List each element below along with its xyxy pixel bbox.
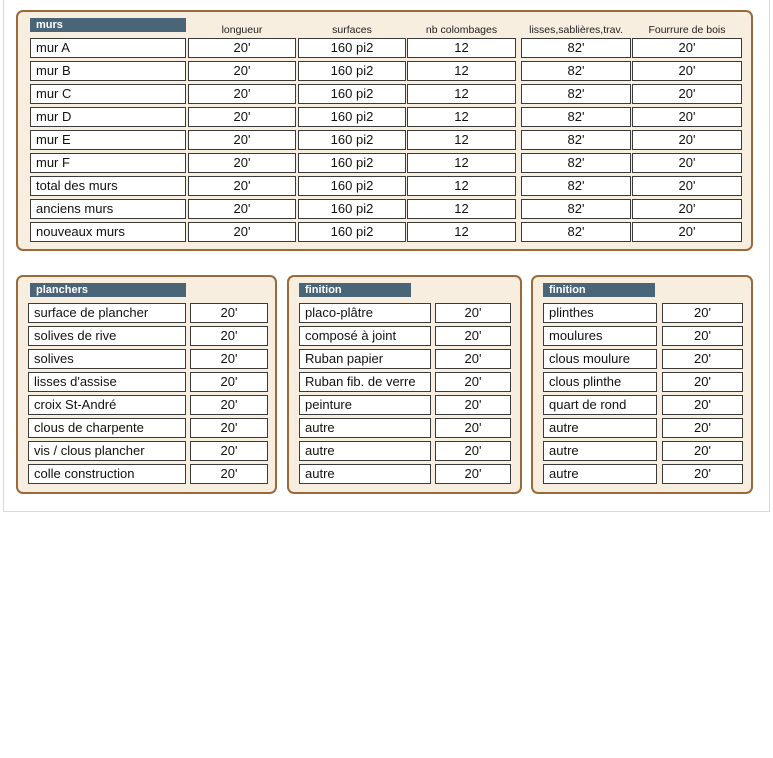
finish1-value-cell[interactable]: 20' [435, 303, 511, 323]
floors-row-label: vis / clous plancher [28, 441, 186, 461]
wall-value-cell[interactable]: 160 pi2 [298, 153, 406, 173]
floors-row-label: colle construction [28, 464, 186, 484]
wall-value-cell[interactable]: 82' [521, 130, 631, 150]
finish2-value-cell[interactable]: 20' [662, 395, 743, 415]
wall-value-cell[interactable]: 20' [188, 199, 296, 219]
wall-value-cell[interactable]: 20' [188, 61, 296, 81]
walls-column-header: lisses,sablières,trav. [529, 24, 623, 36]
wall-row-label: mur F [30, 153, 186, 173]
wall-value-cell[interactable]: 82' [521, 61, 631, 81]
wall-value-cell[interactable]: 20' [632, 130, 742, 150]
finish2-value-cell[interactable]: 20' [662, 441, 743, 461]
finish2-value-cell[interactable]: 20' [662, 303, 743, 323]
walls-column-header: nb colombages [425, 24, 498, 36]
finish1-row-label: autre [299, 464, 431, 484]
floors-value-cell[interactable]: 20' [190, 326, 268, 346]
wall-row-label: mur A [30, 38, 186, 58]
wall-row-label: mur C [30, 84, 186, 104]
wall-value-cell[interactable]: 20' [632, 153, 742, 173]
wall-value-cell[interactable]: 20' [632, 107, 742, 127]
wall-value-cell[interactable]: 160 pi2 [298, 199, 406, 219]
walls-title: murs [30, 18, 186, 32]
wall-value-cell[interactable]: 12 [407, 107, 516, 127]
finish2-row-label: autre [543, 418, 657, 438]
finish2-row-label: plinthes [543, 303, 657, 323]
finish2-row-label: moulures [543, 326, 657, 346]
finish1-title: finition [299, 283, 411, 297]
finish1-panel [287, 275, 522, 494]
finish1-row-label: placo-plâtre [299, 303, 431, 323]
finish1-value-cell[interactable]: 20' [435, 395, 511, 415]
floors-title: planchers [30, 283, 186, 297]
finish2-row-label: autre [543, 464, 657, 484]
wall-row-label: mur E [30, 130, 186, 150]
finish2-title: finition [543, 283, 655, 297]
finish1-value-cell[interactable]: 20' [435, 326, 511, 346]
wall-value-cell[interactable]: 82' [521, 107, 631, 127]
floors-row-label: lisses d'assise [28, 372, 186, 392]
finish1-row-label: autre [299, 441, 431, 461]
floors-row-label: solives [28, 349, 186, 369]
finish2-value-cell[interactable]: 20' [662, 349, 743, 369]
wall-value-cell[interactable]: 20' [632, 176, 742, 196]
wall-value-cell[interactable]: 20' [632, 222, 742, 242]
floors-value-cell[interactable]: 20' [190, 303, 268, 323]
wall-row-label: mur B [30, 61, 186, 81]
wall-row-label: nouveaux murs [30, 222, 186, 242]
wall-value-cell[interactable]: 82' [521, 84, 631, 104]
finish2-value-cell[interactable]: 20' [662, 464, 743, 484]
wall-value-cell[interactable]: 12 [407, 130, 516, 150]
floors-row-label: clous de charpente [28, 418, 186, 438]
finish1-value-cell[interactable]: 20' [435, 418, 511, 438]
wall-value-cell[interactable]: 20' [188, 222, 296, 242]
wall-value-cell[interactable]: 20' [188, 84, 296, 104]
wall-value-cell[interactable]: 20' [188, 38, 296, 58]
wall-value-cell[interactable]: 20' [632, 84, 742, 104]
floors-row-label: croix St-André [28, 395, 186, 415]
finish1-row-label: Ruban fib. de verre [299, 372, 431, 392]
finish2-value-cell[interactable]: 20' [662, 418, 743, 438]
wall-value-cell[interactable]: 12 [407, 153, 516, 173]
wall-value-cell[interactable]: 12 [407, 176, 516, 196]
wall-value-cell[interactable]: 12 [407, 61, 516, 81]
finish2-row-label: autre [543, 441, 657, 461]
wall-value-cell[interactable]: 160 pi2 [298, 84, 406, 104]
wall-value-cell[interactable]: 82' [521, 153, 631, 173]
wall-value-cell[interactable]: 82' [521, 222, 631, 242]
wall-row-label: mur D [30, 107, 186, 127]
finish1-row-label: peinture [299, 395, 431, 415]
floors-value-cell[interactable]: 20' [190, 395, 268, 415]
wall-value-cell[interactable]: 20' [188, 176, 296, 196]
floors-value-cell[interactable]: 20' [190, 418, 268, 438]
walls-column-header: surfaces [332, 24, 372, 36]
wall-value-cell[interactable]: 160 pi2 [298, 38, 406, 58]
finish2-panel [531, 275, 753, 494]
wall-value-cell[interactable]: 160 pi2 [298, 61, 406, 81]
finish1-row-label: Ruban papier [299, 349, 431, 369]
wall-value-cell[interactable]: 160 pi2 [298, 176, 406, 196]
floors-value-cell[interactable]: 20' [190, 349, 268, 369]
wall-row-label: total des murs [30, 176, 186, 196]
wall-value-cell[interactable]: 12 [407, 222, 516, 242]
floors-row-label: solives de rive [28, 326, 186, 346]
wall-row-label: anciens murs [30, 199, 186, 219]
finish1-value-cell[interactable]: 20' [435, 464, 511, 484]
finish2-row-label: clous plinthe [543, 372, 657, 392]
wall-value-cell[interactable]: 20' [632, 199, 742, 219]
floors-value-cell[interactable]: 20' [190, 441, 268, 461]
walls-column-header: longueur [221, 24, 263, 36]
wall-value-cell[interactable]: 20' [632, 38, 742, 58]
wall-value-cell[interactable]: 160 pi2 [298, 107, 406, 127]
floors-value-cell[interactable]: 20' [190, 464, 268, 484]
floors-row-label: surface de plancher [28, 303, 186, 323]
wall-value-cell[interactable]: 20' [188, 153, 296, 173]
wall-value-cell[interactable]: 12 [407, 38, 516, 58]
wall-value-cell[interactable]: 20' [188, 130, 296, 150]
floors-panel [16, 275, 277, 494]
walls-column-header: Fourrure de bois [648, 24, 726, 36]
floors-value-cell[interactable]: 20' [190, 372, 268, 392]
finish1-value-cell[interactable]: 20' [435, 372, 511, 392]
wall-value-cell[interactable]: 82' [521, 199, 631, 219]
finish1-row-label: composé à joint [299, 326, 431, 346]
finish1-value-cell[interactable]: 20' [435, 349, 511, 369]
finish1-value-cell[interactable]: 20' [435, 441, 511, 461]
wall-value-cell[interactable]: 20' [632, 61, 742, 81]
wall-value-cell[interactable]: 20' [188, 107, 296, 127]
finish1-row-label: autre [299, 418, 431, 438]
wall-value-cell[interactable]: 12 [407, 84, 516, 104]
wall-value-cell[interactable]: 82' [521, 38, 631, 58]
finish2-value-cell[interactable]: 20' [662, 372, 743, 392]
walls-panel [16, 10, 753, 251]
finish2-row-label: clous moulure [543, 349, 657, 369]
wall-value-cell[interactable]: 82' [521, 176, 631, 196]
finish2-row-label: quart de rond [543, 395, 657, 415]
wall-value-cell[interactable]: 12 [407, 199, 516, 219]
wall-value-cell[interactable]: 160 pi2 [298, 130, 406, 150]
wall-value-cell[interactable]: 160 pi2 [298, 222, 406, 242]
finish2-value-cell[interactable]: 20' [662, 326, 743, 346]
